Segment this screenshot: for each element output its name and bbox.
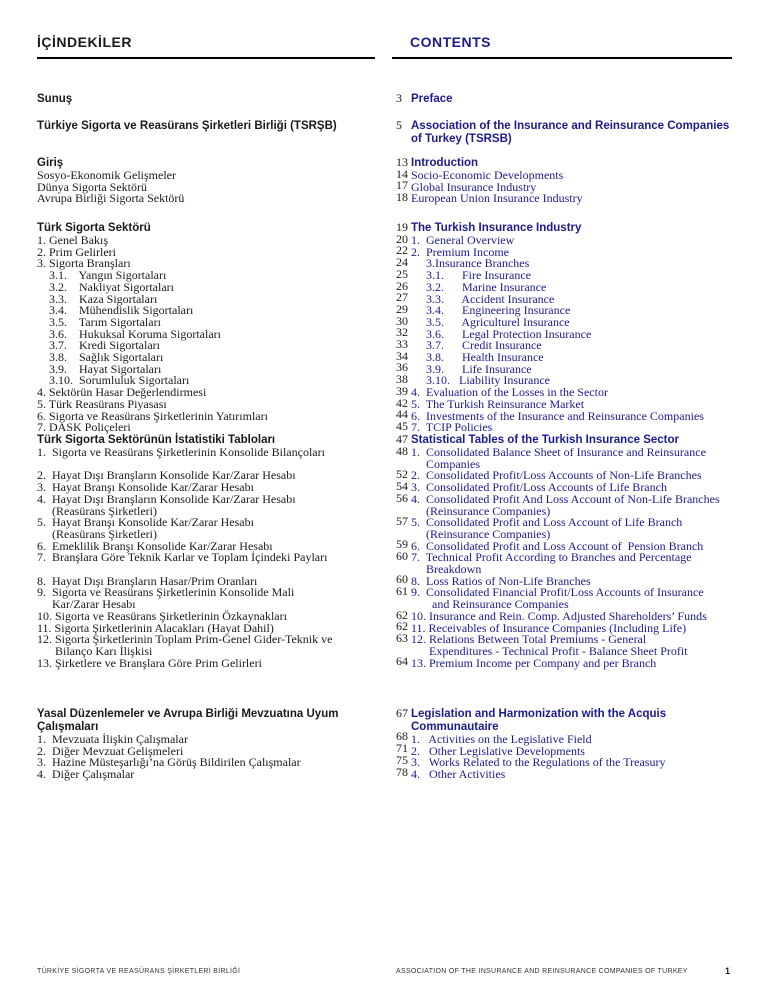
toc-item-english: 3.6. Legal Protection Insurance	[411, 326, 592, 341]
toc-item-turkish: 13. Şirketlere ve Branşlara Göre Prim Gelirleri	[37, 655, 262, 670]
toc-heading-turkish: Türkiye Sigorta ve Reasürans Şirketleri Birliği (TSRŞB)	[37, 120, 337, 132]
toc-item-english: 7. TCIP Policies	[411, 420, 493, 435]
toc-page-number: 34	[396, 348, 408, 363]
toc-item-turkish: Kar/Zarar Hesabı	[37, 597, 136, 612]
toc-page-number: 48	[396, 443, 408, 458]
toc-item-turkish: 6. Emeklilik Branşı Konsolide Kar/Zarar Hesabı	[37, 538, 273, 553]
toc-page-number: 52	[396, 467, 408, 482]
toc-page-number: 75	[396, 752, 408, 767]
toc-item-turkish: 7. Branşlara Göre Teknik Karlar ve Toplam İçindeki Payları	[37, 550, 328, 565]
toc-item-turkish: 5. Hayat Branşı Konsolide Kar/Zarar Hesabı	[37, 515, 254, 530]
toc-item-turkish: 4. Diğer Çalışmalar	[37, 767, 135, 782]
toc-page-number: 45	[396, 418, 408, 433]
toc-item-english: 2. Premium Income	[411, 244, 509, 259]
toc-item-english: 13. Premium Income per Company and per Branch	[411, 655, 657, 670]
toc-item-english: 5. The Turkish Reinsurance Market	[411, 396, 585, 411]
toc-item-english: 3.4. Engineering Insurance	[411, 303, 571, 318]
toc-page-number: 30	[396, 313, 408, 328]
toc-item-english: (Reinsurance Companies)	[411, 503, 551, 518]
toc-item-english: 4. Evaluation of the Losses in the Sector	[411, 385, 608, 400]
toc-page-number: 62	[396, 607, 408, 622]
toc-item-english: 5. Consolidated Profit and Loss Account of Life Branch	[411, 515, 683, 530]
toc-page-number: 13	[396, 155, 408, 169]
toc-item-english: 2. Other Legislative Developments	[411, 743, 585, 758]
toc-item-english: 4. Consolidated Profit And Loss Account of Non-Life Branches	[411, 491, 720, 506]
toc-page-number: 64	[396, 654, 408, 669]
toc-page-number: 36	[396, 360, 408, 375]
toc-page-number: 62	[396, 619, 408, 634]
toc-item-turkish: 3.10. Sorumluluk Sigortaları	[37, 373, 190, 388]
toc-item-english: 3.7. Credit Insurance	[411, 338, 542, 353]
toc-page-number: 18	[396, 190, 408, 205]
toc-item-turkish: 2. Prim Gelirleri	[37, 244, 116, 259]
toc-item-english: 3.8. Health Insurance	[411, 350, 544, 365]
contents-title-english: CONTENTS	[410, 34, 491, 50]
toc-page-number: 38	[396, 372, 408, 387]
toc-page-number: 20	[396, 231, 408, 246]
toc-page-number: 47	[396, 432, 408, 446]
toc-item-english: 11. Receivables of Insurance Companies (Including Life)	[411, 620, 687, 635]
toc-item-turkish: 9. Sigorta ve Reasürans Şirketlerinin Konsolide Mali	[37, 585, 295, 600]
toc-page-number: 71	[396, 741, 408, 756]
toc-item-turkish: 3.7. Kredi Sigortaları	[37, 338, 160, 353]
toc-page-number: 67	[396, 706, 408, 720]
toc-page-number: 63	[396, 630, 408, 645]
toc-page-number: 78	[396, 764, 408, 779]
toc-item-english: 3.9. Life Insurance	[411, 361, 532, 376]
toc-item-turkish: 3.9. Hayat Sigortaları	[37, 361, 162, 376]
toc-page-number: 22	[396, 243, 408, 258]
toc-item-turkish: 3.6. Hukuksal Koruma Sigortaları	[37, 326, 221, 341]
toc-page-number: 39	[396, 383, 408, 398]
toc-heading-english: Legislation and Harmonization with the Acquis Communautaire	[411, 708, 667, 733]
toc-heading-english: Statistical Tables of the Turkish Insurance Sector	[411, 434, 679, 446]
toc-item-turkish: 3.1. Yangın Sigortaları	[37, 268, 167, 283]
toc-page-number: 3	[396, 91, 402, 105]
footer-right-text: ASSOCIATION OF THE INSURANCE AND REINSURANCE COMPANIES OF TURKEY	[396, 968, 688, 975]
toc-item-english: Global Insurance Industry	[411, 179, 537, 194]
toc-page-number: 57	[396, 513, 408, 528]
toc-page-number: 42	[396, 395, 408, 410]
toc-item-turkish: 12. Sigorta Şirketlerinin Toplam Prim-Genel Gider-Teknik ve	[37, 632, 333, 647]
toc-item-turkish: 1. Sigorta ve Reasürans Şirketlerinin Konsolide Bilançoları	[37, 445, 325, 459]
toc-item-turkish: 11. Sigorta Şirketlerinin Alacakları (Hayat Dahil)	[37, 620, 274, 635]
toc-page-number: 60	[396, 549, 408, 564]
toc-heading-turkish: Sunuş	[37, 93, 73, 105]
toc-heading-english: Preface	[411, 93, 453, 105]
toc-item-turkish: 4. Sektörün Hasar Değerlendirmesi	[37, 385, 207, 400]
toc-page-number: 33	[396, 337, 408, 352]
toc-page-number: 32	[396, 325, 408, 340]
toc-page-number: 25	[396, 266, 408, 281]
toc-item-english: 2. Consolidated Profit/Loss Accounts of Non-Life Branches	[411, 468, 702, 483]
toc-item-english: and Reinsurance Companies	[411, 597, 569, 612]
toc-item-english: 8. Loss Ratios of Non-Life Branches	[411, 573, 591, 588]
toc-item-english: 3.2. Marine Insurance	[411, 279, 547, 294]
toc-item-turkish: 3. Hayat Branşı Konsolide Kar/Zarar Hesabı	[37, 480, 254, 495]
toc-item-turkish: 10. Sigorta ve Reasürans Şirketlerinin Özkaynakları	[37, 608, 287, 623]
toc-item-turkish: 7. DASK Poliçeleri	[37, 420, 131, 435]
toc-item-english: 4. Other Activities	[411, 767, 506, 782]
toc-item-english: Companies	[411, 456, 480, 471]
toc-item-turkish: 6. Sigorta ve Reasürans Şirketlerinin Yatırımları	[37, 408, 268, 423]
toc-item-english: 9. Consolidated Financial Profit/Loss Accounts of Insurance	[411, 585, 704, 600]
toc-item-english: European Union Insurance Industry	[411, 191, 583, 206]
toc-item-turkish: 1. Mevzuata İlişkin Çalışmalar	[37, 732, 188, 746]
toc-page-number: 54	[396, 478, 408, 493]
toc-page-number: 59	[396, 537, 408, 552]
toc-item-turkish: Sosyo-Ekonomik Gelişmeler	[37, 168, 176, 182]
toc-item-turkish: 3.5. Tarım Sigortaları	[37, 314, 161, 329]
toc-item-turkish: 2. Hayat Dışı Branşların Konsolide Kar/Zarar Hesabı	[37, 468, 296, 483]
toc-page-number: 27	[396, 290, 408, 305]
toc-page-number: 24	[396, 255, 408, 270]
toc-item-english: 12. Relations Between Total Premiums - General	[411, 632, 647, 647]
toc-item-english: Breakdown	[411, 562, 482, 577]
toc-item-english: 7. Technical Profit According to Branches and Percentage	[411, 550, 692, 565]
toc-item-turkish: 4. Hayat Dışı Branşların Konsolide Kar/Zarar Hesabı	[37, 491, 296, 506]
toc-page-number: 29	[396, 301, 408, 316]
toc-item-turkish: Dünya Sigorta Sektörü	[37, 179, 147, 194]
toc-item-turkish: 3. Hazine Müsteşarlığı’na Görüş Bildirilen Çalışmalar	[37, 755, 301, 770]
toc-item-english: 6. Consolidated Profit and Loss Account of Pension Branch	[411, 538, 704, 553]
toc-item-english: 3. Works Related to the Regulations of the Treasury	[411, 755, 666, 770]
toc-item-english: 3.10. Liability Insurance	[411, 373, 550, 388]
toc-item-english: 3.3. Accident Insurance	[411, 291, 555, 306]
toc-item-turkish: Avrupa Birliği Sigorta Sektörü	[37, 191, 185, 206]
toc-heading-turkish: Türk Sigorta Sektörünün İstatistiki Tabloları	[37, 434, 276, 446]
page-number: 1	[725, 966, 731, 976]
toc-item-turkish: 3.3. Kaza Sigortaları	[37, 291, 158, 306]
toc-item-turkish: 5. Türk Reasürans Piyasası	[37, 396, 167, 411]
header-rule-left	[37, 57, 375, 59]
toc-item-turkish: 1. Genel Bakış	[37, 233, 108, 247]
toc-item-english: 3. Consolidated Profit/Loss Accounts of Life Branch	[411, 480, 667, 495]
toc-item-english: 3.Insurance Branches	[411, 256, 530, 271]
header-rule-right	[392, 57, 732, 59]
toc-heading-english: Introduction	[411, 157, 479, 169]
toc-item-english: 3.1. Fire Insurance	[411, 268, 531, 283]
toc-item-english: 1. Consolidated Balance Sheet of Insurance and Reinsurance	[411, 445, 706, 459]
toc-item-english: Socio-Economic Developments	[411, 168, 564, 182]
toc-item-turkish: (Reasürans Şirketleri)	[37, 503, 157, 518]
toc-heading-english: Association of the Insurance and Reinsurance Companies of Turkey (TSRSB)	[411, 120, 730, 145]
toc-item-turkish: 3.2. Nakliyat Sigortaları	[37, 279, 174, 294]
footer-left-text: TÜRKİYE SİGORTA VE REASÜRANS ŞİRKETLERİ BİRLİĞİ	[37, 968, 241, 975]
contents-title-turkish: İÇİNDEKİLER	[37, 34, 132, 50]
toc-heading-turkish: Giriş	[37, 157, 64, 169]
toc-page-number: 56	[396, 490, 408, 505]
toc-page-number: 17	[396, 178, 408, 193]
toc-item-english: 1. General Overview	[411, 233, 515, 247]
toc-page-number: 19	[396, 220, 408, 234]
toc-page-number: 60	[396, 572, 408, 587]
toc-heading-english: The Turkish Insurance Industry	[411, 222, 582, 234]
toc-item-english: 6. Investments of the Insurance and Reinsurance Companies	[411, 408, 704, 423]
toc-page-number: 5	[396, 118, 402, 132]
toc-item-turkish: Bilanço Karı İlişkisi	[37, 643, 153, 658]
toc-item-turkish: 3.4. Mühendislik Sigortaları	[37, 303, 194, 318]
toc-item-turkish: (Reasürans Şirketleri)	[37, 526, 157, 541]
toc-item-english: 1. Activities on the Legislative Field	[411, 732, 592, 746]
toc-page-number: 68	[396, 729, 408, 744]
toc-page-number: 44	[396, 407, 408, 422]
toc-item-english: Expenditures - Technical Profit - Balance Sheet Profit	[411, 643, 688, 658]
toc-page-number: 14	[396, 166, 408, 181]
toc-page-number: 26	[396, 278, 408, 293]
toc-page-number: 61	[396, 584, 408, 599]
toc-item-turkish: 3. Sigorta Branşları	[37, 256, 131, 271]
toc-item-turkish: 8. Hayat Dışı Branşların Hasar/Prim Oranları	[37, 573, 258, 588]
toc-item-english: 3.5. Agriculturel Insurance	[411, 314, 570, 329]
toc-item-turkish: 3.8. Sağlık Sigortaları	[37, 350, 164, 365]
toc-item-english: (Reinsurance Companies)	[411, 526, 551, 541]
toc-heading-turkish: Türk Sigorta Sektörü	[37, 222, 151, 234]
toc-item-english: 10. Insurance and Rein. Comp. Adjusted Shareholders’ Funds	[411, 608, 707, 623]
toc-item-turkish: 2. Diğer Mevzuat Gelişmeleri	[37, 743, 184, 758]
toc-heading-turkish: Yasal Düzenlemeler ve Avrupa Birliği Mevzuatına Uyum Çalışmaları	[37, 708, 339, 733]
